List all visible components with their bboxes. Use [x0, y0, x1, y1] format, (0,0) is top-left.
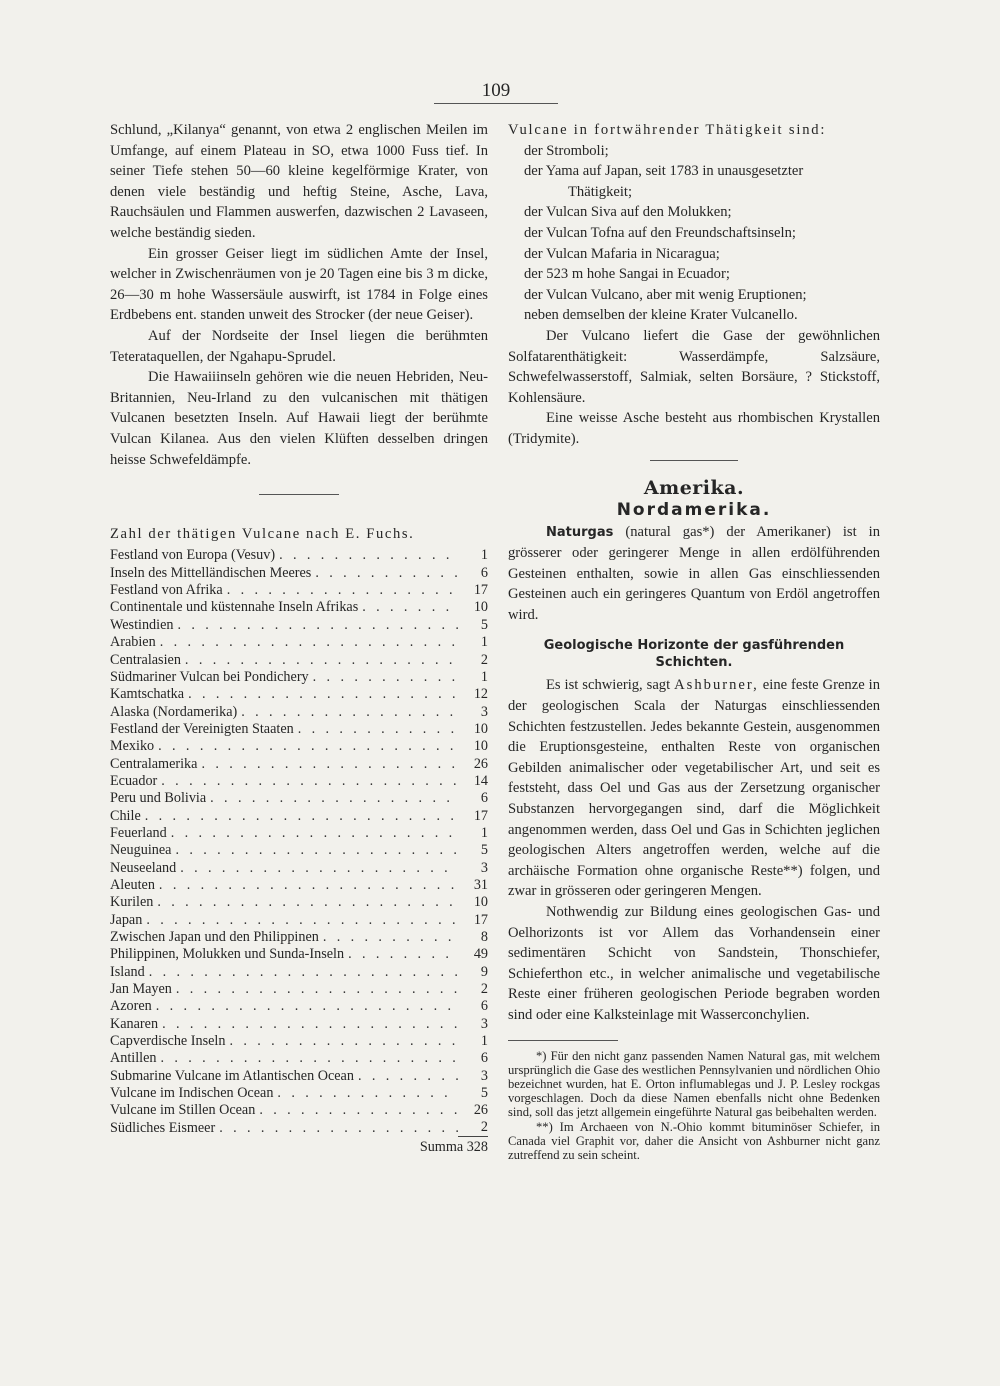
list-item [508, 202, 880, 223]
paragraph-hawaii: Die Hawaiiinseln gehören wie die neuen Hebriden, Neu-Britannien, Neu-Irland zu den vulcanischen mit thätigen Vulcanen besetzten Inseln. Auf Hawaii liegt der berühmte Vulcan Kilanea. Aus den vielen Klüften desselben dringen heisse Schwefeldämpfe. [110, 369, 488, 468]
region-name: Festland von Europa (Vesuv) [110, 547, 276, 564]
region-name: Azoren [110, 998, 152, 1015]
volcano-table-row [110, 547, 488, 564]
dot-leader [181, 652, 458, 669]
paragraph-ashburner [508, 675, 880, 902]
dot-leader [141, 808, 458, 825]
dot-leader [206, 790, 458, 807]
dot-leader [158, 1016, 458, 1033]
dot-leader [197, 756, 458, 773]
volcano-count: 26 [473, 1102, 488, 1119]
list-item [508, 141, 880, 162]
volcano-count: 17 [473, 582, 488, 599]
dot-leader [309, 669, 458, 686]
left-column [110, 120, 488, 1157]
volcano-count: 1 [480, 1033, 488, 1050]
dot-leader [173, 617, 458, 634]
dot-leader [237, 704, 458, 721]
list-item [508, 161, 880, 202]
volcano-count: 6 [480, 998, 488, 1015]
section-divider [650, 460, 738, 461]
volcano-count: 17 [473, 807, 488, 824]
dot-leader [152, 998, 458, 1015]
list-item-text: der 523 m hohe Sangai in Ecuador; [524, 266, 730, 283]
region-name: Alaska (Nordamerika) [110, 703, 238, 720]
volcano-table-row [110, 877, 488, 894]
dot-leader [142, 912, 458, 929]
volcano-table-row [110, 686, 488, 703]
heading-nordamerika: Nordamerika. [616, 499, 772, 520]
list-item-text: der Stromboli; [524, 142, 609, 159]
volcano-count: 3 [480, 859, 488, 876]
volcano-count: 49 [473, 946, 488, 963]
volcano-count: 1 [480, 634, 488, 651]
list-item-text: der Vulcan Mafaria in Nicaragua; [524, 245, 720, 262]
active-volcanoes-intro: Vulcane in fortwährender Thätigkeit sind: [508, 122, 827, 138]
page-number: 109 [481, 80, 511, 101]
list-item-text: der Vulcan Siva auf den Molukken; [524, 204, 732, 221]
dot-leader [225, 1033, 458, 1050]
volcano-table-row [110, 564, 488, 581]
heading-amerika: Amerika. [643, 476, 745, 499]
volcano-table-row [110, 651, 488, 668]
volcano-table-row [110, 634, 488, 651]
dot-leader [184, 686, 458, 703]
region-name: Südmariner Vulcan bei Pondichery [110, 668, 309, 685]
volcano-count: 6 [480, 1050, 488, 1067]
volcano-count: 2 [480, 651, 488, 668]
volcano-table-row [110, 616, 488, 633]
dot-leader [176, 860, 458, 877]
volcano-table-row [110, 790, 488, 807]
footnote-archaeen: **) Im Archaeen von N.-Ohio kommt bituminöser Schiefer, in Canada viel Graphit vor, daher die Ansicht von Ashburner nicht ganz zutreffend zu sein scheint. [508, 1119, 880, 1162]
paragraph-kilanya: Schlund, „Kilanya“ genannt, von etwa 2 englischen Meilen im Umfange, auf einem Plateau in SO, etwa 1000 Fuss tief. In seiner Tiefe stehen 50—60 kleine kegelförmige Krater, von denen viele beständig und heftig Steine, Asche, Lava, Rauchsäulen und Flammen auswerfen, dazwischen 2 Lavaseen, welche beständig sieden. [110, 122, 488, 241]
footnote-natural-gas: *) Für den nicht ganz passenden Namen Natural gas, mit welchem ursprünglich die Gase des westlichen Pennsylvanien und nördlichen Ohio bezeichnet wurden, hat E. Orton influmablegas und J. P. Lesley rockgas vorgeschlagen. Doch da diese Namen ebenfalls nicht ohne Bedenken sind, soll das jetzt allgemein eingeführte Natural gas beibehalten werden. [508, 1048, 880, 1120]
volcano-table-row [110, 807, 488, 824]
dot-leader [157, 1050, 459, 1067]
volcano-table-row [110, 721, 488, 738]
volcano-count: 3 [480, 1067, 488, 1084]
volcano-table-row [110, 1102, 488, 1119]
active-volcanoes-list [508, 141, 880, 326]
region-name: Mexiko [110, 738, 155, 755]
ashburner-text: eine feste Grenze in der geologischen Scala der Naturgas einschliessenden Schichten festzustellen. Jedes bekannte Gestein, ausgenommen die Eruptionsgesteine, enthalten Reste von organischen Gebilden animalischer oder vegetabilischer Art, und seit es feststeht, dass Oel und Gas aus der Zersetzung organischer Substanzen hervorgegangen sind, darf die Möglichkeit angenommen werden, dass Oel und Gas in Schichten jeglichen geologischen Alters angetroffen werden, welche auf die archäische Formation ohne organische Reste**) folgen, und zwar in grösseren oder geringeren Mengen. [508, 677, 880, 900]
volcano-table-row [110, 755, 488, 772]
heading-geologische-horizonte: Geologische Horizonte der gasführenden Schichten. [543, 638, 845, 671]
volcano-table-row [110, 963, 488, 980]
volcano-count: 2 [480, 981, 488, 998]
volcano-count: 10 [473, 599, 488, 616]
list-item-continuation: Thätigkeit; [568, 183, 633, 200]
dot-leader [171, 842, 458, 859]
region-name: Kurilen [110, 894, 154, 911]
paragraph-naturgas [508, 522, 880, 626]
volcano-table-row [110, 825, 488, 842]
list-item [508, 305, 880, 326]
paragraph-nordseite: Auf der Nordseite der Insel liegen die berühmten Teterataquellen, der Ngahapu-Sprudel. [110, 327, 488, 365]
dot-leader [358, 599, 458, 616]
volcano-count: 5 [480, 616, 488, 633]
volcano-count: 1 [480, 547, 488, 564]
volcano-count: 26 [473, 755, 488, 772]
region-name: Kamtschatka [110, 686, 185, 703]
dot-leader [153, 894, 458, 911]
list-item-text: der Vulcan Vulcano, aber mit wenig Eruptionen; [524, 286, 807, 303]
volcano-table-row [110, 1119, 488, 1136]
volcano-count: 5 [480, 1085, 488, 1102]
region-name: Westindien [110, 616, 174, 633]
region-name: Japan [110, 911, 143, 928]
list-item [508, 285, 880, 306]
volcano-table-row [110, 894, 488, 911]
volcano-table-row [110, 738, 488, 755]
right-column [508, 120, 880, 1162]
dot-leader [215, 1120, 458, 1137]
volcano-table-title: Zahl der thätigen Vulcane nach E. Fuchs. [110, 526, 415, 543]
region-name: Südliches Eismeer [110, 1119, 216, 1136]
paragraph-oelhorizont: Nothwendig zur Bildung eines geologischen Gas- und Oelhorizonts ist vor Allem das Vorhandensein einer sedimentären Schicht von Sandstein, Thonschiefer, Schieferthon etc., in welcher animalische und vegetabilische Reste einer früheren geologischen Periode begraben worden sind oder eine Kalksteinlage mit Wasserconchylien. [508, 904, 880, 1023]
dot-leader [155, 877, 458, 894]
region-name: Festland der Vereinigten Staaten [110, 720, 294, 737]
dot-leader [145, 964, 458, 981]
region-name: Submarine Vulcane im Atlantischen Ocean [110, 1067, 354, 1084]
volcano-table-row [110, 599, 488, 616]
dot-leader [223, 582, 458, 599]
volcano-count: 1 [480, 824, 488, 841]
volcano-table-row [110, 1050, 488, 1067]
section-divider [259, 494, 339, 495]
region-name: Philippinen, Molukken und Sunda-Inseln [110, 946, 345, 963]
region-name: Aleuten [110, 876, 155, 893]
dot-leader [275, 547, 458, 564]
volcano-count: 14 [473, 772, 488, 789]
region-name: Kanaren [110, 1015, 159, 1032]
ashburner-text-lead: Es ist schwierig, sagt [546, 677, 671, 694]
volcano-count: 1 [480, 668, 488, 685]
volcano-table-row [110, 1015, 488, 1032]
region-name: Neuguinea [110, 842, 172, 859]
region-name: Neuseeland [110, 859, 177, 876]
region-name: Feuerland [110, 824, 167, 841]
region-name: Chile [110, 807, 141, 824]
volcano-table-row [110, 929, 488, 946]
region-name: Ecuador [110, 772, 158, 789]
dot-leader [157, 773, 458, 790]
region-name: Centralasien [110, 651, 181, 668]
region-name: Vulcane im Stillen Ocean [110, 1102, 256, 1119]
name-ashburner: Ashburner, [674, 677, 759, 694]
region-name: Capverdische Inseln [110, 1033, 226, 1050]
volcano-count: 12 [473, 686, 488, 703]
volcano-count: 3 [480, 703, 488, 720]
dot-leader [255, 1102, 458, 1119]
paragraph-geiser: Ein grosser Geiser liegt im südlichen Amte der Insel, welcher in Zwischenräumen von je 20 Tagen eine bis 3 m dicke, 26—30 m hohe Wassersäule auswirft, ist 1784 in Folge eines Erdbebens ent. standen unweit des Strocker (der neue Geiser). [110, 245, 488, 324]
dot-leader [154, 738, 458, 755]
volcano-count: 10 [473, 720, 488, 737]
volcano-count: 10 [473, 894, 488, 911]
volcano-count: 9 [480, 963, 488, 980]
volcano-count: 3 [480, 1015, 488, 1032]
region-name: Jan Mayen [110, 981, 172, 998]
dot-leader [344, 946, 458, 963]
dot-leader [354, 1068, 458, 1085]
region-name: Vulcane im Indischen Ocean [110, 1085, 274, 1102]
volcano-table-sum: Summa 328 [419, 1138, 488, 1155]
volcano-table [110, 547, 488, 1137]
volcano-table-row [110, 911, 488, 928]
dot-leader [319, 929, 458, 946]
region-name: Arabien [110, 634, 156, 651]
region-name: Festland von Afrika [110, 582, 223, 599]
region-name: Continentale und küstennahe Inseln Afrikas [110, 599, 359, 616]
volcano-table-row [110, 1033, 488, 1050]
dot-leader [311, 565, 458, 582]
paragraph-gase: Der Vulcano liefert die Gase der gewöhnlichen Solfatarenthätigkeit: Wasserdämpfe, Salzsäure, Schwefelwasserstoff, Salmiak, selten Borsäure, ? Stickstoff, Kohlensäure. [508, 327, 880, 406]
list-item-text: der Vulcan Tofna auf den Freundschaftsinseln; [524, 224, 796, 241]
list-item [508, 264, 880, 285]
page-number-rule [434, 103, 558, 104]
term-naturgas: Naturgas [546, 524, 614, 540]
volcano-table-row [110, 582, 488, 599]
volcano-count: 2 [458, 1119, 488, 1137]
dot-leader [167, 825, 458, 842]
footnote-rule [508, 1040, 618, 1041]
region-name: Centralamerika [110, 755, 198, 772]
list-item-text: neben demselben der kleine Krater Vulcanello. [524, 307, 798, 324]
volcano-count: 31 [473, 876, 488, 893]
volcano-table-row [110, 669, 488, 686]
dot-leader [156, 634, 458, 651]
volcano-count: 6 [480, 790, 488, 807]
volcano-table-row [110, 946, 488, 963]
dot-leader [294, 721, 458, 738]
region-name: Zwischen Japan und den Philippinen [110, 929, 319, 945]
volcano-table-row [110, 981, 488, 998]
region-name: Inseln des Mittelländischen Meeres [110, 564, 312, 581]
naturgas-text: (natural gas*) der Amerikaner) ist in grösserer oder geringerer Menge in allen erdölführenden Gesteinen enthalten, sowie in allen Gas einschliessenden Gesteinen auch ein geringeres Quantum von Erdöl angetroffen wird. [508, 523, 881, 623]
dot-leader [172, 981, 458, 998]
volcano-table-row [110, 1067, 488, 1084]
volcano-table-row [110, 998, 488, 1015]
region-name: Island [110, 963, 145, 980]
volcano-table-row [110, 773, 488, 790]
region-name: Antillen [110, 1050, 157, 1067]
list-item-text: der Yama auf Japan, seit 1783 in unausgesetzter [524, 163, 804, 180]
paragraph-asche: Eine weisse Asche besteht aus rhombischen Krystallen (Tridymite). [508, 410, 880, 447]
volcano-table-row [110, 842, 488, 859]
volcano-count: 5 [480, 842, 488, 859]
volcano-table-row [110, 859, 488, 876]
region-name: Peru und Bolivia [110, 790, 207, 807]
volcano-count: 10 [473, 738, 488, 755]
list-item [508, 244, 880, 265]
volcano-count: 8 [480, 929, 488, 945]
volcano-table-row [110, 1085, 488, 1102]
dot-leader [273, 1085, 458, 1102]
volcano-table-row [110, 703, 488, 720]
volcano-count: 17 [473, 911, 488, 928]
volcano-count: 6 [480, 564, 488, 581]
list-item [508, 223, 880, 244]
